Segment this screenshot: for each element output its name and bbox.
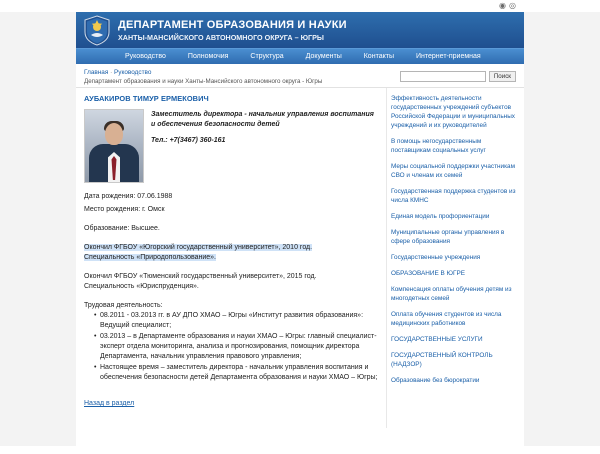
work-label: Трудовая деятельность: [84,302,163,309]
back-link[interactable]: Назад в раздел [84,400,135,407]
bio-summary [151,109,378,144]
breadcrumb-current[interactable]: Руководство [114,69,152,76]
breadcrumb [84,69,400,85]
nav-item-internet-priemnaya[interactable]: Интернет-приемная [415,52,481,60]
nav-item-struktura[interactable]: Структура [250,52,284,60]
page-title: АУБАКИРОВ ТИМУР ЕРМЕКОВИЧ [84,94,209,103]
sidebar-item-effectiveness[interactable]: Эффективность деятельности государственных учреждений субъектов Российской Федерации и муниципальных учреждений и их руководителей [391,95,515,129]
search-button[interactable]: Поиск [489,71,516,82]
breadcrumb-separator: · [110,69,113,76]
site-title: ДЕПАРТАМЕНТ ОБРАЗОВАНИЯ И НАУКИ [118,18,347,31]
education-block [84,224,378,292]
sidebar-item-state-institutions[interactable]: Государственные учреждения [391,254,481,261]
phone-value: +7(3467) 360-161 [169,137,226,144]
education-2-line2: Специальность «Юриспруденция». [84,283,199,290]
nav-item-polnomochiya[interactable]: Полномочия [187,52,229,60]
site-subtitle: ХАНТЫ-МАНСИЙСКОГО АВТОНОМНОГО ОКРУГА – ЮГРЫ [118,32,324,42]
sidebar-item-nonstate-providers[interactable]: В помощь негосударственным поставщикам социальных услуг [391,138,486,154]
sidebar-item-svo-support[interactable]: Меры социальной поддержки участникам СВО и членам их семей [391,163,516,179]
education-item-1 [84,243,378,263]
sidebar-item-medical-students-payment[interactable]: Оплата обучения студентов из числа медицинских работников [391,311,502,327]
content-area [76,64,524,444]
main-nav[interactable] [76,48,524,64]
work-item: • 08.2011 - 03.2013 гг. в АУ ДПО ХМАО – Югры «Институт развития образования»: Ведущий специалист; [94,311,378,331]
person-position: Заместитель директора - начальник управления воспитания и обеспечения безопасности детей [151,111,374,128]
top-strip [0,0,600,12]
coat-of-arms-icon [82,14,112,46]
education-2-line1: Окончил ФГБОУ «Тюменский государственный университет», 2015 год. [84,273,317,280]
work-item: • Настоящее время – заместитель директора - начальник управления воспитания и обеспечения безопасности детей Департамента образования и науки ХМАО – Югры; [94,363,378,383]
search-area[interactable] [400,69,516,82]
phone-label: Тел.: [151,137,168,144]
left-rail [0,0,76,446]
sidebar-item-state-services[interactable]: ГОСУДАРСТВЕННЫЕ УСЛУГИ [391,336,483,343]
sidebar-item-education-without-bureaucracy[interactable]: Образование без бюрократии [391,377,480,384]
education-item-2 [84,272,378,292]
education-1-line1: Окончил ФГБОУ «Югорский государственный университет», 2010 год. [84,244,313,251]
sidebar-item-kmns-students[interactable]: Государственная поддержка студентов из числа КМНС [391,188,516,204]
eye-icon[interactable]: ◉ [499,1,507,10]
bio-header [84,109,378,183]
site-header [76,12,524,48]
sidebar-item-municipal-bodies[interactable]: Муниципальные органы управления в сфере образования [391,229,505,245]
nav-item-rukovodstvo[interactable]: Руководство [125,52,166,60]
birth-date: Дата рождения: 07.06.1988 [84,193,173,200]
eye-alt-icon[interactable]: ◎ [509,1,516,10]
sidebar [386,88,524,428]
main-column [76,88,386,417]
work-item: • 03.2013 – в Департаменте образования и науки ХМАО – Югры: главный специалист-эксперт отдела мониторинга, анализа и прогнозирования, помощник директора Департамента, начальник управления правового управления; [94,332,378,362]
accessibility-controls[interactable] [499,2,516,10]
education-label: Образование: Высшее. [84,225,160,232]
search-input[interactable] [400,71,486,82]
sidebar-item-education-in-ugra[interactable]: ОБРАЗОВАНИЕ В ЮГРЕ [391,270,465,277]
breadcrumb-subtitle: Департамент образования и науки Ханты-Мансийского автономного округа - Югры [84,78,323,85]
sidebar-item-state-control[interactable]: ГОСУДАРСТВЕННЫЙ КОНТРОЛЬ (НАДЗОР) [391,352,493,368]
right-rail [524,0,600,446]
education-1-line2: Специальность «Природопользование». [84,254,217,261]
birth-place: Место рождения: г. Омск [84,206,165,213]
person-phone [151,137,378,144]
birth-info [84,192,378,215]
work-list [84,311,378,383]
header-text [112,19,347,42]
avatar [84,109,144,183]
sidebar-item-large-family-compensation[interactable]: Компенсация оплаты обучения детям из многодетных семей [391,286,512,302]
sidebar-item-career-model[interactable]: Единая модель профориентации [391,213,490,220]
columns [76,88,524,428]
breadcrumb-row [76,64,524,88]
nav-item-kontakty[interactable]: Контакты [363,52,394,60]
nav-item-dokumenty[interactable]: Документы [305,52,342,60]
breadcrumb-home[interactable]: Главная [84,69,109,76]
